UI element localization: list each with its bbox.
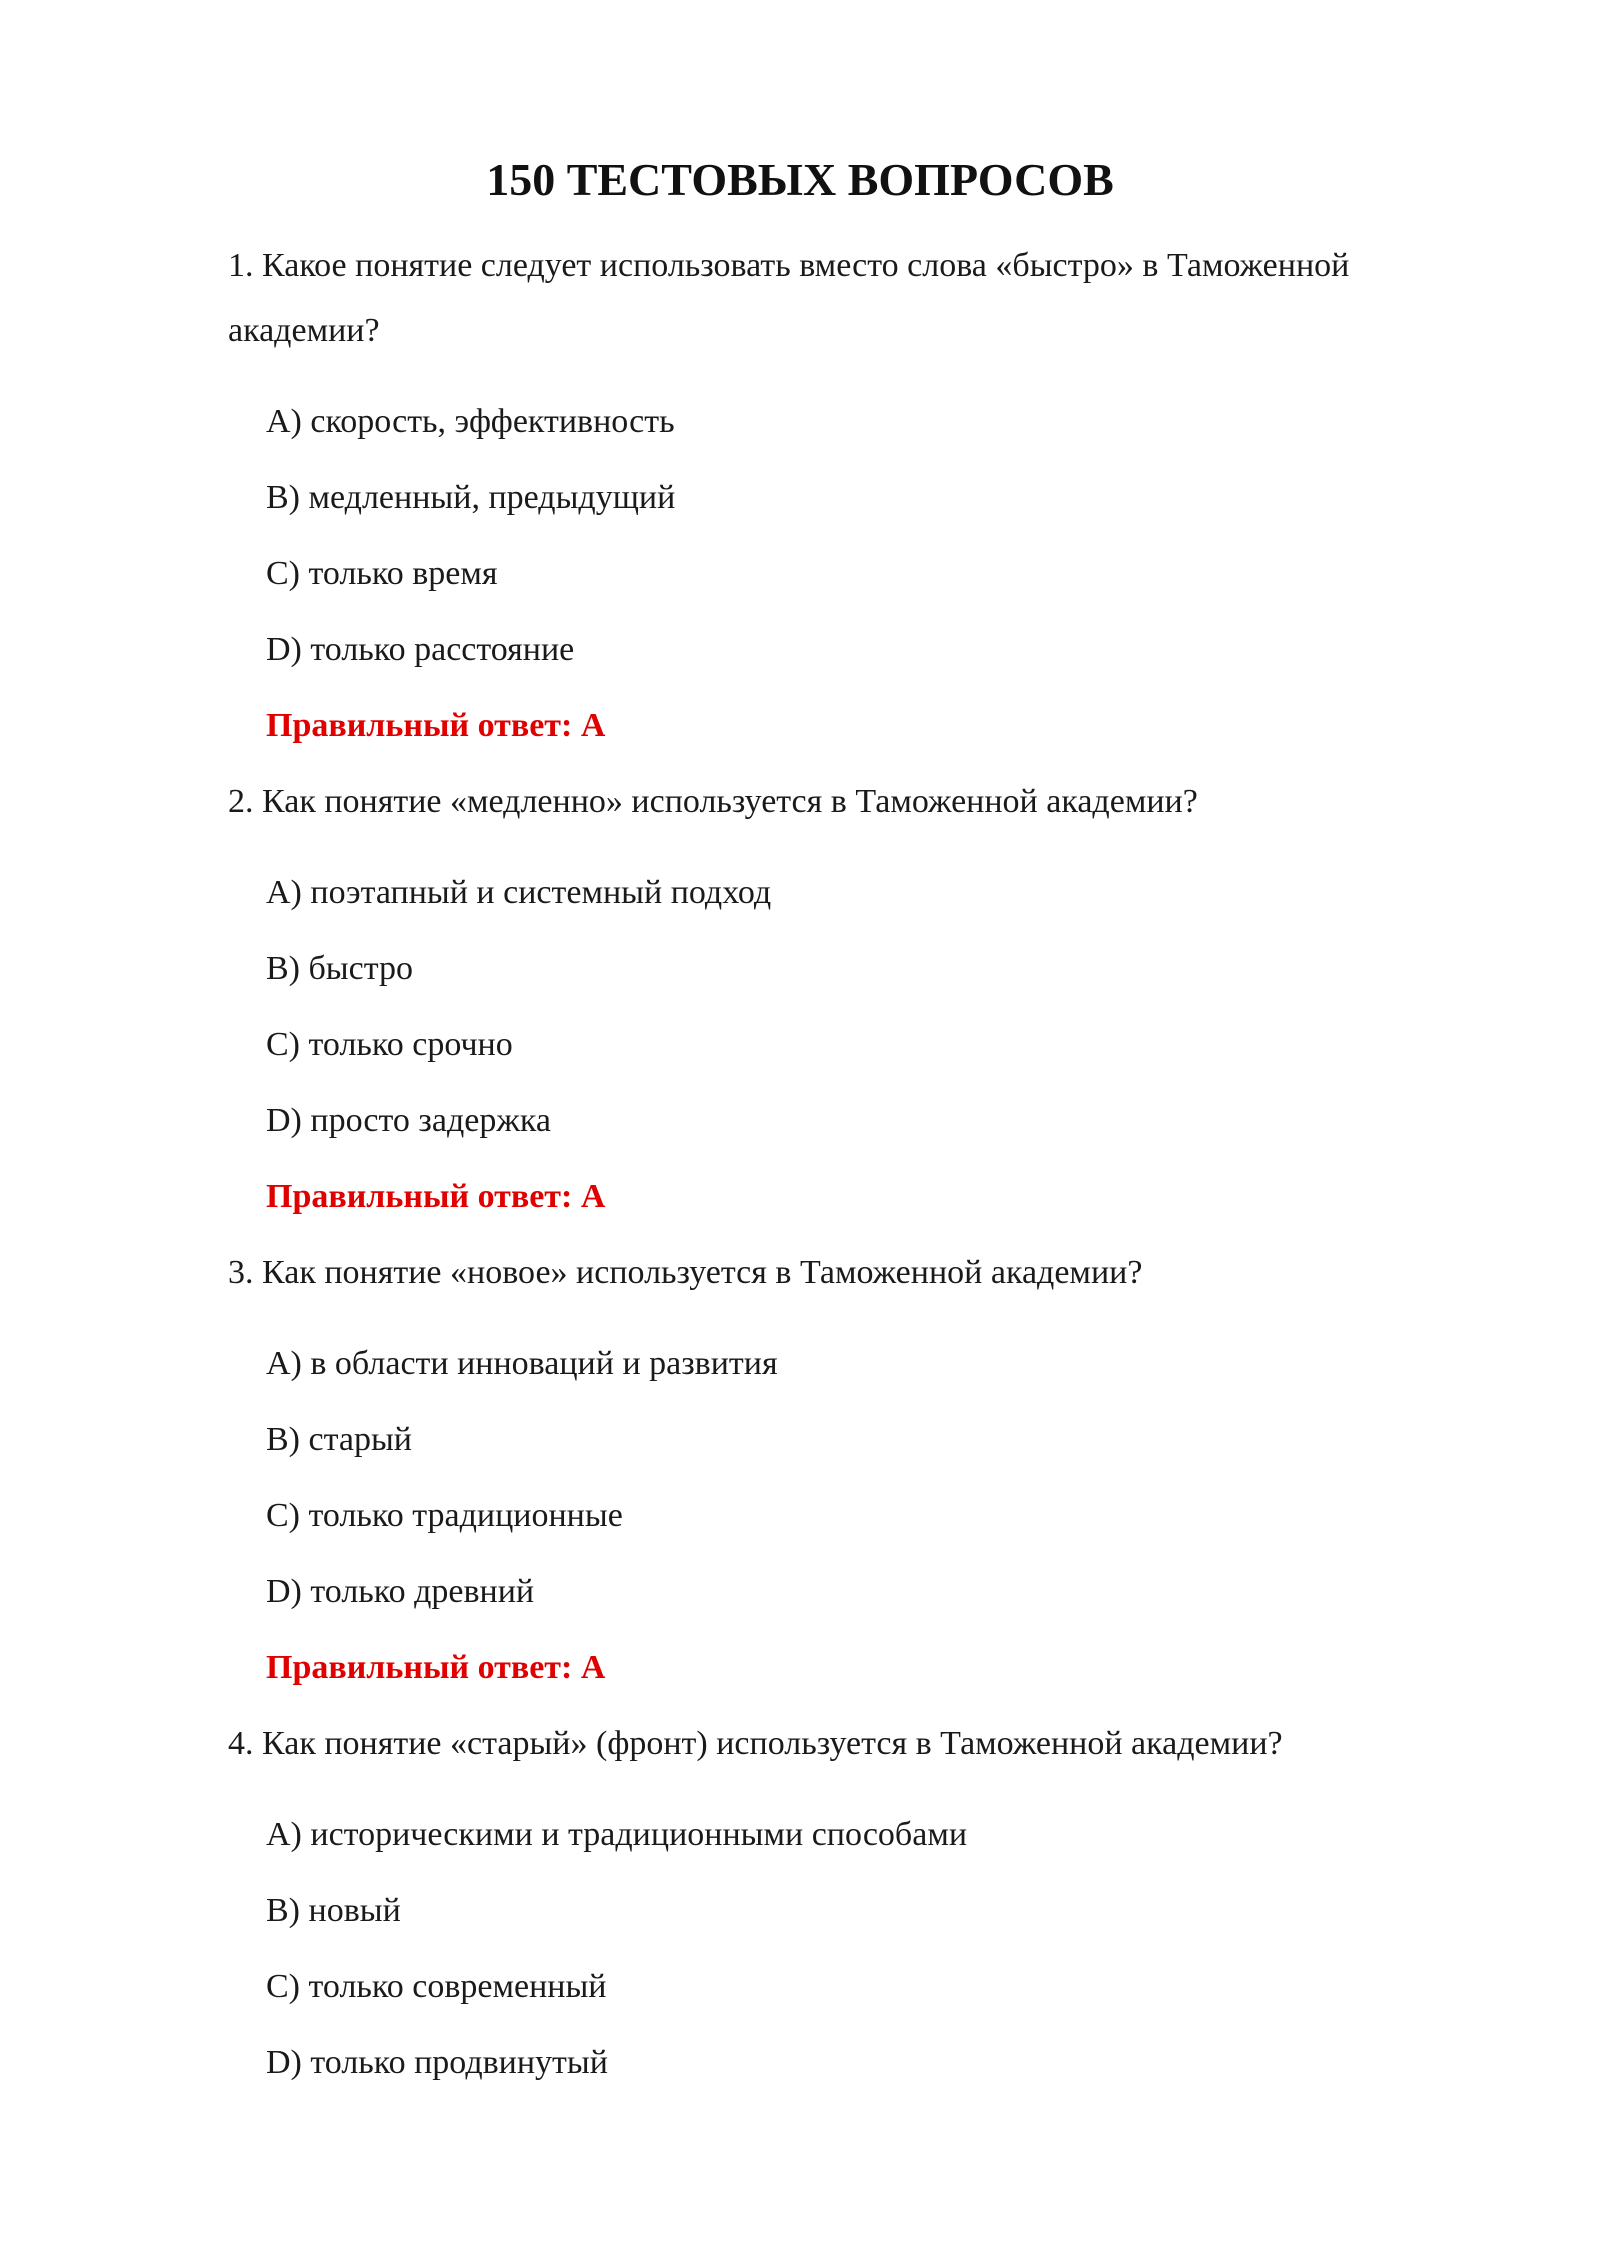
question-3-option-c: C) только традиционные — [266, 1497, 623, 1534]
question-2-correct-answer: Правильный ответ: A — [266, 1178, 606, 1215]
question-1-option-b: B) медленный, предыдущий — [266, 479, 676, 516]
question-3-correct-answer: Правильный ответ: A — [266, 1649, 606, 1686]
question-2-text: 2. Как понятие «медленно» используется в Таможенной академии? — [228, 783, 1198, 820]
question-3-option-a: A) в области инноваций и развития — [266, 1345, 778, 1382]
question-2-option-a: A) поэтапный и системный подход — [266, 874, 772, 911]
question-1-option-c: C) только время — [266, 555, 498, 592]
question-2-option-c: C) только срочно — [266, 1026, 513, 1063]
question-4-option-a: A) историческими и традиционными способами — [266, 1816, 968, 1853]
question-1-text-line-2: академии? — [228, 312, 380, 349]
question-3-text: 3. Как понятие «новое» используется в Таможенной академии? — [228, 1254, 1143, 1291]
question-4-option-c: C) только современный — [266, 1968, 607, 2005]
question-3-option-d: D) только древний — [266, 1573, 535, 1610]
question-4-option-d: D) только продвинутый — [266, 2044, 608, 2081]
question-3-option-b: B) старый — [266, 1421, 412, 1458]
question-4-text: 4. Как понятие «старый» (фронт) используется в Таможенной академии? — [228, 1725, 1283, 1762]
question-2-option-d: D) просто задержка — [266, 1102, 551, 1139]
question-1-option-d: D) только расстояние — [266, 631, 575, 668]
question-1-text-line-1: 1. Какое понятие следует использовать вместо слова «быстро» в Таможенной — [228, 247, 1350, 284]
question-1-correct-answer: Правильный ответ: A — [266, 707, 606, 744]
document-title: 150 ТЕСТОВЫХ ВОПРОСОВ — [486, 154, 1114, 205]
question-4-option-b: B) новый — [266, 1892, 401, 1929]
question-1-option-a: A) скорость, эффективность — [266, 403, 675, 440]
question-2-option-b: B) быстро — [266, 950, 414, 987]
